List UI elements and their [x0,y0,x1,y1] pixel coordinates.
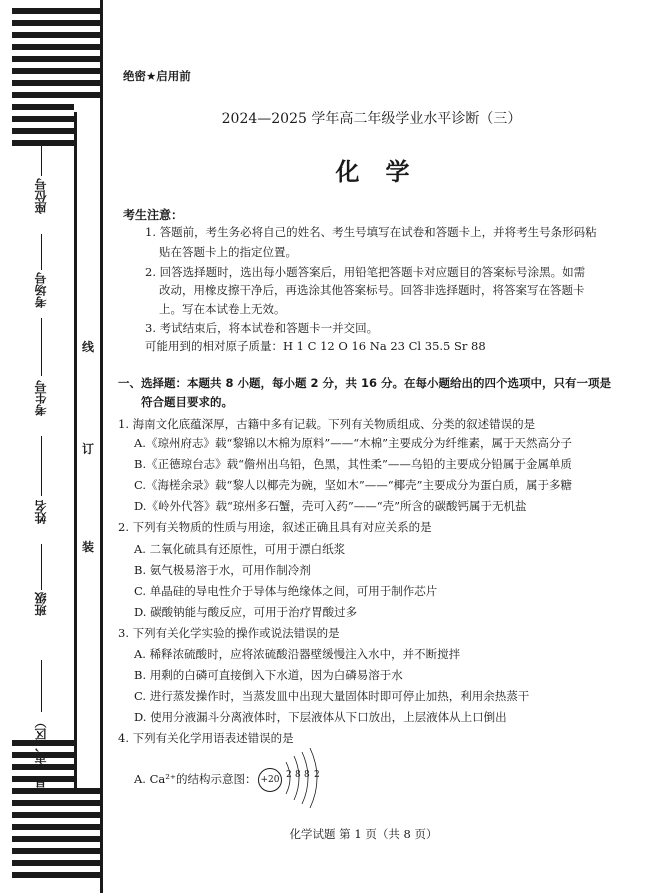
cut-mark-line: 线 [82,340,95,354]
option-c: C. 单晶硅的导电性介于导体与绝缘体之间，可用于制作芯片 [134,584,438,598]
option-a: A. Ca²⁺的结构示意图： [134,772,257,786]
option-d: D. 碳酸钠能与酸反应，可用于治疗胃酸过多 [134,605,358,619]
notice-line: 改动，用橡皮擦干净后，再选涂其他答案标号。回答非选择题时，将答案写在答题卡 [159,283,585,297]
strip-bar [12,788,100,794]
shell-count: 8 [295,770,301,780]
strip-bar [12,32,100,38]
strip-bar [12,56,100,62]
option-a: A.《琼州府志》载“黎锦以木棉为原料”——“木棉”主要成分为纤维素，属于天然高分子 [134,436,572,450]
candidate-label: 考生号 [34,380,48,416]
option-b: B. 氨气极易溶于水，可用作制冷剂 [134,563,311,577]
strip-bar [12,68,100,74]
notice-line: 3. 考试结束后，将本试卷和答题卡一并交回。 [145,321,379,335]
strip-bar [12,812,100,818]
shell-count: 2 [286,770,292,780]
county-label: 县（市、区） [34,716,48,788]
room-label: 考场号 [34,272,48,308]
shell-count: 8 [304,770,310,780]
strip-bar [12,872,100,878]
seat-label: 座位号 [34,178,48,214]
option-d: D.《岭外代答》载“琼州多石蟹，壳可入药”——“壳”所含的碳酸钙属于无机盐 [134,499,527,513]
notice-heading: 考生注意： [123,208,184,222]
section-heading: 一、选择题：本题共 8 小题，每小题 2 分，共 16 分。在每小题给出的四个选项中，只有一项是 [118,376,612,390]
option-d: D. 使用分液漏斗分离液体时，下层液体从下口放出，上层液体从上口倒出 [134,710,507,724]
strip-bar [12,20,100,26]
strip-line [100,0,103,893]
cut-mark-bind: 订 [82,442,95,456]
option-b: B. 用剩的白磷可直接倒入下水道，因为白磷易溶于水 [134,668,403,682]
class-label: 班级 [34,592,48,616]
notice-line: 上。写在本试卷上无效。 [159,302,286,316]
strip-bar [12,80,100,86]
nucleus: +20 [258,768,282,792]
strip-bar [12,128,74,134]
strip-bar [12,8,100,14]
option-c: C.《海槎余录》载“黎人以椰壳为碗，坚如木”——“椰壳”主要成分为蛋白质，属于多糖 [134,478,573,492]
strip-bar [12,800,100,806]
secret-mark: 绝密★启用前 [123,69,191,83]
exam-title: 2024—2025 学年高二年级学业水平诊断（三） [221,111,522,127]
name-blank[interactable] [41,436,42,496]
option-a: A. 二氧化硫具有还原性，可用于漂白纸浆 [134,542,346,556]
room-blank[interactable] [41,234,42,270]
name-label: 姓名 [34,500,48,524]
shell-count: 2 [314,770,320,780]
strip-bar [12,92,100,98]
strip-bar [12,44,100,50]
question-stem: 1. 海南文化底蕴深厚，古籍中多有记载。下列有关物质组成、分类的叙述错误的是 [118,417,536,431]
candidate-blank[interactable] [41,318,42,376]
seat-blank[interactable] [41,140,42,176]
strip-line [74,112,77,792]
question-stem: 3. 下列有关化学实验的操作或说法错误的是 [118,626,340,640]
strip-bar [12,860,100,866]
county-blank[interactable] [41,660,42,712]
subject-title: 化学 [335,158,436,186]
strip-bar [12,140,74,146]
class-blank[interactable] [41,544,42,590]
option-c: C. 进行蒸发操作时，当蒸发皿中出现大量固体时即可停止加热，利用余热蒸干 [134,689,530,703]
option-b: B.《正德琼台志》载“儋州出乌铅，色黑，其性柔”——乌铅的主要成分铅属于金属单质 [134,457,572,471]
notice-line: 1. 答题前，考生务必将自己的姓名、考生号填写在试卷和答题卡上，并将考生号条形码粘 [145,225,597,239]
section-heading-cont: 符合题目要求的。 [141,395,233,409]
question-stem: 2. 下列有关物质的性质与用途，叙述正确且具有对应关系的是 [118,520,432,534]
notice-line: 2. 回答选择题时，选出每小题答案后，用铅笔把答题卡对应题目的答案标号涂黑。如需 [145,265,586,279]
strip-bar [12,848,100,854]
page-footer: 化学试题 第 1 页（共 8 页） [289,827,438,841]
option-a: A. 稀释浓硫酸时，应将浓硫酸沿器壁缓慢注入水中，并不断搅拌 [134,647,461,661]
atomic-masses: 可能用到的相对原子质量：H 1 C 12 O 16 Na 23 Cl 35.5 Sr 88 [145,339,486,353]
cut-mark-staple: 装 [82,540,95,554]
question-stem: 4. 下列有关化学用语表述错误的是 [118,731,294,745]
notice-line: 贴在答题卡上的指定位置。 [159,245,297,259]
